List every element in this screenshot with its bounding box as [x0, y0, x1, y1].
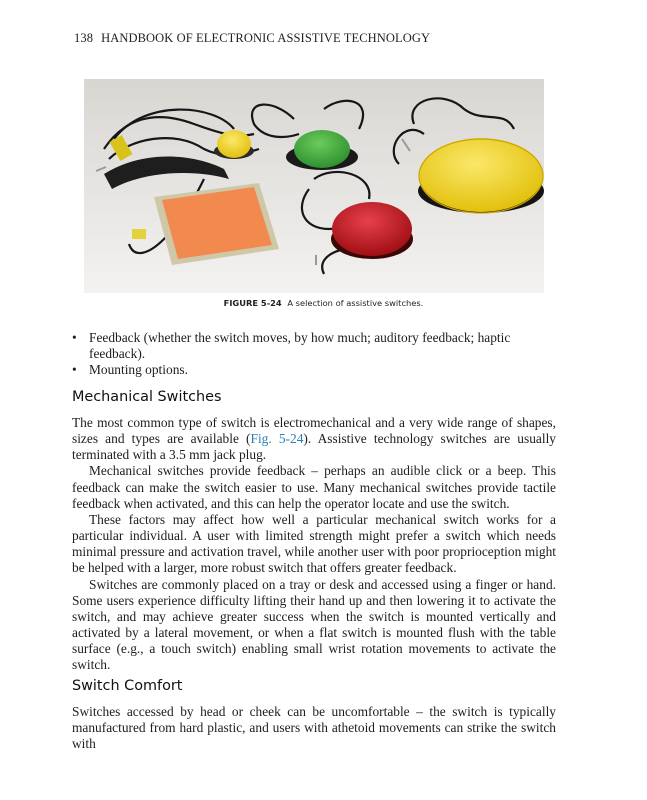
- figure-reference-link[interactable]: Fig. 5-24: [250, 431, 304, 447]
- figure-caption: [0, 298, 647, 308]
- bullet-list: [72, 330, 552, 378]
- running-header: [74, 31, 430, 46]
- page-number: 138: [74, 31, 94, 45]
- red-switch: [332, 202, 412, 256]
- paragraph: Mechanical switches provide feedback – perhaps an audible click or a beep. This feedback can make the switch easier to use. Many mechanical switches provide tactile feedback when activated, and this can help the operator locate and use the switch.: [72, 463, 556, 511]
- section-heading-mechanical: Mechanical Switches: [72, 389, 222, 405]
- figure-caption-text: A selection of assistive switches.: [287, 298, 424, 308]
- list-item: • Mounting options.: [72, 362, 552, 378]
- small-yellow-switch: [217, 130, 251, 158]
- figure-label: FIGURE 5-24: [223, 298, 282, 308]
- section-body-comfort: [72, 704, 556, 752]
- figure-photo: [84, 79, 544, 293]
- section-body-mechanical: [72, 415, 556, 674]
- paragraph: These factors may affect how well a particular mechanical switch works for a particular individual. A user with limited strength might prefer a switch which needs minimal pressure and activation travel, while another user with poor proprioception might be helped with a larger, more robust switch that offers greater feedback.: [72, 511, 556, 576]
- green-switch: [294, 130, 350, 168]
- paragraph: [72, 415, 556, 463]
- paragraph: Switches accessed by head or cheek can be uncomfortable – the switch is typically manufactured from hard plastic, and users with athetoid movements can strike the switch with: [72, 704, 556, 752]
- paragraph-text: ). Assistive technology switches are usually terminated with a 3.5 mm jack plug.: [72, 431, 556, 463]
- assistive-switches-photo: [84, 79, 544, 293]
- list-item: • Feedback (whether the switch moves, by how much; auditory feedback; haptic feedback).: [72, 330, 552, 362]
- paragraph-text: The most common type of switch is electromechanical and a very wide range of shapes, sizes and types are available (: [72, 415, 556, 447]
- section-heading-comfort: Switch Comfort: [72, 678, 183, 694]
- running-title: HANDBOOK OF ELECTRONIC ASSISTIVE TECHNOLOGY: [101, 31, 431, 45]
- paragraph: Switches are commonly placed on a tray or desk and accessed using a finger or hand. Some users experience difficulty lifting their hand up and then lowering it to activate the switch, and may achieve greater success when the switch is mounted vertically and activated by a lateral movement, or when a flat switch is mounted flush with the table surface (e.g., a touch switch) enabling small wrist rotation movements to activate the switch.: [72, 576, 556, 673]
